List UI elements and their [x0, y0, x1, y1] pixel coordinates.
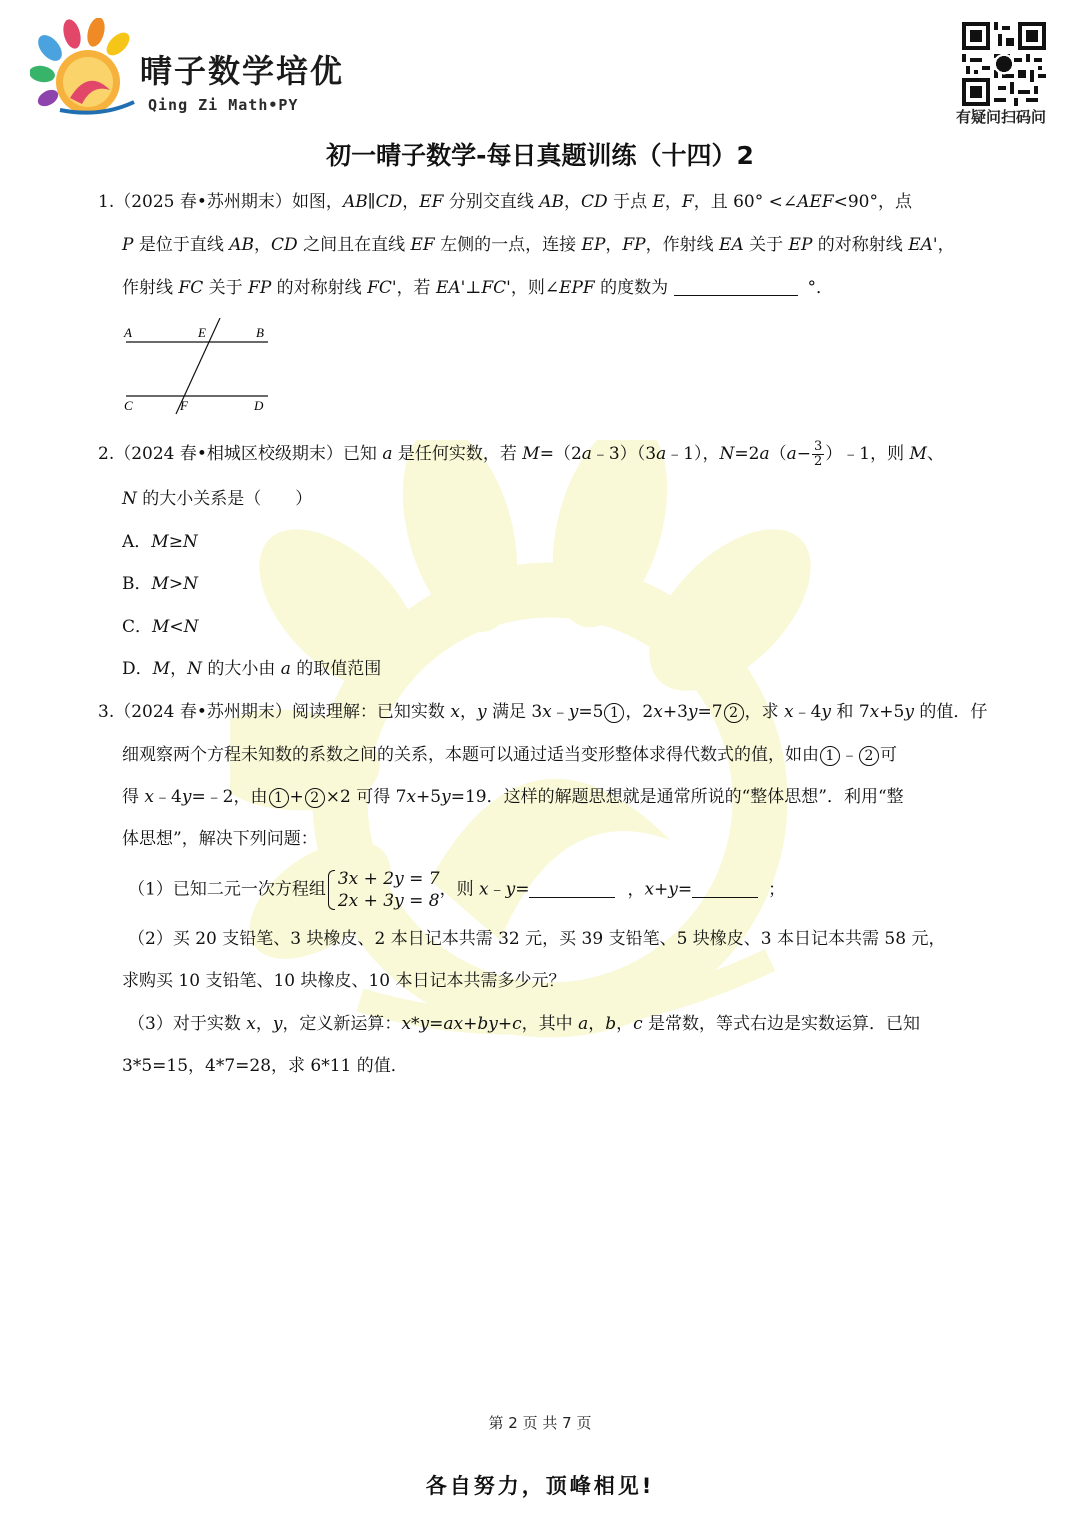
question-3-line-3: 得 x﹣4y=﹣2，由 1 + 2 ×2 可得 7x+5y=19．这样的解题思想就是通常所说的“整体思想”．利用“整: [122, 787, 904, 807]
label-e: E: [198, 325, 206, 340]
label-c: C: [124, 398, 133, 413]
circled-2: 2: [859, 746, 879, 766]
fraction-three-halves: $\frac{3}{2}$: [814, 439, 823, 469]
question-1-line-1: 1.（2025 春•苏州期末）如图，AB∥CD，EF 分别交直线 AB，CD 于点 E，F，且 60° <∠AEF<90°，点: [98, 192, 913, 212]
q1-figure: [122, 318, 272, 418]
label-f: F: [180, 398, 188, 413]
circled-2: 2: [724, 703, 744, 723]
option-a[interactable]: A．M≥N: [122, 532, 198, 552]
qr-code[interactable]: [962, 22, 1046, 106]
question-3-part-3-line-1: （3）对于实数 x，y，定义新运算：x*y=ax+by+c，其中 a，b，c 是常数，等式右边是实数运算．已知: [128, 1014, 921, 1034]
answer-blank-q1[interactable]: [674, 277, 798, 296]
brand-name-en: Qing Zi Math•PY: [148, 96, 299, 114]
equation-system: 3x + 2y = 7 2x + 3y = 8: [328, 868, 440, 912]
question-1-line-3: 作射线 FC 关于 FP 的对称射线 FC'，若 EA'⊥FC'，则∠EPF 的度数为 °．: [122, 278, 834, 298]
option-c[interactable]: C．M<N: [122, 617, 199, 637]
label-a: A: [124, 325, 132, 340]
qr-caption: 有疑问扫码问: [956, 108, 1047, 126]
footer-slogan: 各自努力，顶峰相见!: [425, 1474, 655, 1498]
question-3-part-3-line-2: 3*5=15，4*7=28，求 6*11 的值．: [122, 1056, 408, 1076]
page-title: 初一晴子数学-每日真题训练（十四）2: [326, 141, 754, 170]
question-3-line-1: 3.（2024 春•苏州期末）阅读理解：已知实数 x，y 满足 3x﹣y=5 1 ，2x+3y=7 2 ，求 x﹣4y 和 7x+5y 的值．仔: [98, 702, 988, 722]
circled-2: 2: [305, 788, 325, 808]
question-2-line-2: N 的大小关系是（ ）: [122, 489, 313, 509]
circled-1: 1: [604, 703, 624, 723]
answer-blank-x-plus-y[interactable]: [692, 879, 758, 898]
question-3-part-1: （1）已知二元一次方程组 3x + 2y = 7 2x + 3y = 8 ，则 x﹣y= ，x+y= ；: [128, 869, 786, 911]
question-3-line-2: 细观察两个方程未知数的系数之间的关系，本题可以通过适当变形整体求得代数式的值，如由 1 ﹣ 2 可: [122, 745, 897, 765]
brand-name-cn: 晴子数学培优: [140, 52, 345, 90]
page-number: 第 2 页 共 7 页: [488, 1414, 592, 1432]
label-d: D: [254, 398, 264, 413]
question-2-line-1: 2.（2024 春•相城区校级期末）已知 a 是任何实数，若 M=（2a﹣3）（3a﹣1），N=2a（a− $\frac{3}{2}$ ）﹣1，则 M、: [98, 439, 944, 469]
option-d[interactable]: D．M，N 的大小由 a 的取值范围: [122, 659, 382, 679]
question-3-part-2-line-2: 求购买 10 支铅笔、10 块橡皮、10 本日记本共需多少元？: [122, 971, 566, 991]
circled-1: 1: [820, 746, 840, 766]
option-b[interactable]: B．M>N: [122, 574, 199, 594]
circled-1: 1: [269, 788, 289, 808]
question-1-line-2: P 是位于直线 AB，CD 之间且在直线 EF 左侧的一点，连接 EP，FP，作射线 EA 关于 EP 的对称射线 EA'，: [122, 235, 955, 255]
answer-blank-x-minus-y[interactable]: [529, 879, 615, 898]
question-3-line-4: 体思想”，解决下列问题：: [122, 829, 318, 849]
brand-logo: [30, 18, 150, 128]
question-3-part-2-line-1: （2）买 20 支铅笔、3 块橡皮、2 本日记本共需 32 元，买 39 支铅笔、5 块橡皮、3 本日记本共需 58 元，: [128, 929, 946, 949]
label-b: B: [256, 325, 264, 340]
